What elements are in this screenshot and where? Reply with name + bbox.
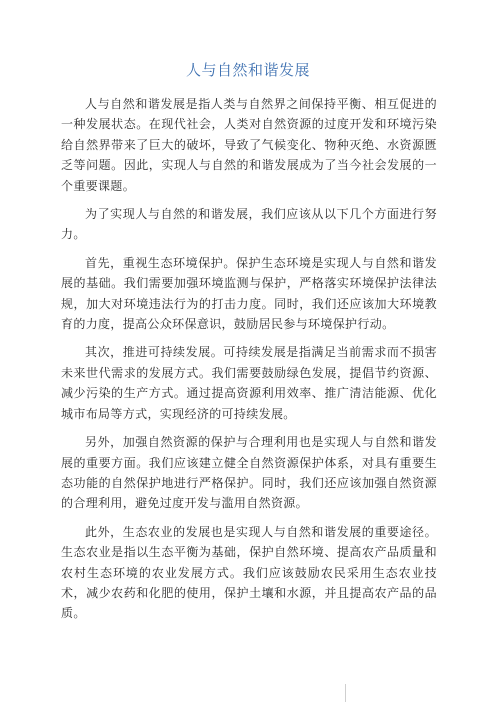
paragraph-intro: 人与自然和谐发展是指人类与自然界之间保持平衡、相互促进的一种发展状态。在现代社会，人类对自然资源的过度开发和环境污染给自然界带来了巨大的破坏，导致了气候变化、物种灭绝、水资源匮乏等问题。因此，实现人与自然的和谐发展成为了当今社会发展的一个重要课题。 [61, 97, 437, 193]
document-title: 人与自然和谐发展 [185, 61, 310, 79]
document-body [61, 94, 437, 632]
paragraph-sustainable-development: 其次，推进可持续发展。可持续发展是指满足当前需求而不损害未来世代需求的发展方式。我们需要鼓励绿色发展，提倡节约资源、减少污染的生产方式。通过提高资源利用效率、推广清洁能源、优化城市布局等方式，实现经济的可持续发展。 [61, 345, 437, 421]
paragraph-eco-agriculture: 此外，生态农业的发展也是实现人与自然和谐发展的重要途径。生态农业是指以生态平衡为基础，保护自然环境、提高农产品质量和农村生态环境的农业发展方式。我们应该鼓励农民采用生态农业技术，减少农药和化肥的使用，保护土壤和水源，并且提高农产品的品质。 [61, 524, 437, 621]
paragraph-ecology-protection: 首先，重视生态环境保护。保护生态环境是实现人与自然和谐发展的基础。我们需要加强环境监测与保护，严格落实环境保护法律法规，加大对环境违法行为的打击力度。同时，我们还应该加大环境教育的力度，提高公众环保意识，鼓励居民参与环境保护行动。 [61, 255, 437, 332]
page-edge-mark [345, 684, 346, 702]
paragraph-approach: 为了实现人与自然的和谐发展，我们应该从以下几个方面进行努力。 [61, 207, 437, 242]
paragraph-resource-protection: 另外，加强自然资源的保护与合理利用也是实现人与自然和谐发展的重要方面。我们应该建立健全自然资源保护体系，对具有重要生态功能的自然保护地进行严格保护。同时，我们还应该加强自然资源的合理利用，避免过度开发与滥用自然资源。 [61, 435, 437, 511]
